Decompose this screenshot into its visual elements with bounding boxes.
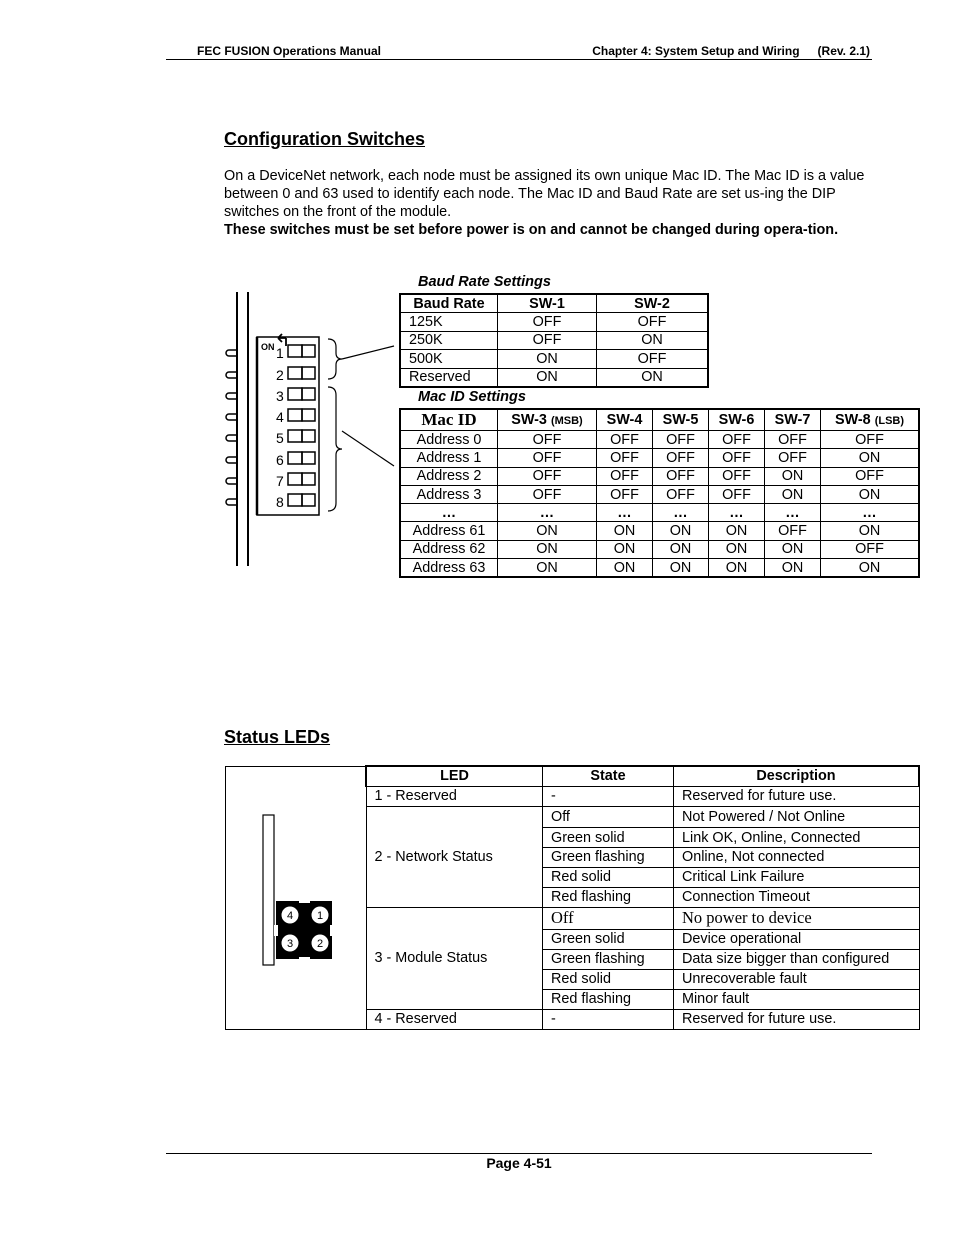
dip-number: 1 (276, 345, 284, 361)
table-cell: … (597, 504, 653, 522)
table-cell: OFF (597, 313, 709, 331)
table-cell: … (653, 504, 709, 522)
table-cell: OFF (709, 431, 765, 449)
table-cell: … (400, 504, 498, 522)
table-cell: OFF (597, 350, 709, 368)
table-cell: Address 2 (400, 467, 498, 485)
table-header (498, 409, 597, 431)
led-label: 2 (316, 937, 324, 950)
table-cell: ON (821, 522, 920, 540)
table-cell: … (765, 504, 821, 522)
table-row (400, 350, 708, 368)
table-cell: ON (709, 559, 765, 578)
table-cell: ON (709, 522, 765, 540)
led-state: - (543, 1009, 674, 1029)
table-cell: OFF (709, 467, 765, 485)
dip-switch-diagram (220, 288, 405, 573)
table-cell: OFF (597, 485, 653, 503)
table-cell: OFF (498, 467, 597, 485)
table-cell: OFF (597, 431, 653, 449)
table-row (400, 522, 919, 540)
table-cell: OFF (765, 431, 821, 449)
table-cell: OFF (498, 431, 597, 449)
table-cell: … (821, 504, 920, 522)
baud-leader (342, 346, 394, 359)
manual-title: FEC FUSION Operations Manual (197, 44, 382, 58)
table-cell: OFF (821, 540, 920, 558)
header-label: SW-3 (511, 412, 547, 428)
table-cell: Address 61 (400, 522, 498, 540)
table-header: LED (366, 766, 543, 786)
led-name: 4 - Reserved (366, 1009, 543, 1029)
table-row (400, 331, 708, 349)
table-cell: ON (821, 449, 920, 467)
baud-caption: Baud Rate Settings (418, 274, 551, 290)
led-state: Green solid (543, 828, 674, 848)
table-header: SW-7 (765, 409, 821, 431)
led-description: Connection Timeout (674, 887, 920, 907)
table-cell: ON (498, 540, 597, 558)
led-description: Unrecoverable fault (674, 969, 920, 989)
table-cell: Address 0 (400, 431, 498, 449)
table-row (400, 540, 919, 558)
page-number: Page 4-51 (486, 1155, 552, 1171)
header-rule (166, 59, 872, 60)
led-state: Red solid (543, 969, 674, 989)
baud-brace (328, 339, 342, 379)
table-row (400, 559, 919, 578)
table-cell: 500K (400, 350, 498, 368)
mac-id-table (399, 408, 920, 578)
table-header (821, 409, 920, 431)
status-led-table (225, 765, 920, 1030)
table-cell: ON (765, 559, 821, 578)
table-cell: ON (498, 522, 597, 540)
footer-rule (166, 1153, 872, 1154)
table-cell: OFF (498, 449, 597, 467)
table-header: SW-6 (709, 409, 765, 431)
dip-number: 4 (276, 409, 284, 425)
led-description: Device operational (674, 930, 920, 950)
led-state: Red flashing (543, 989, 674, 1009)
table-cell: ON (597, 331, 709, 349)
led-state: Green flashing (543, 949, 674, 969)
table-row (400, 467, 919, 485)
table-header-row (400, 409, 919, 431)
led-state: - (543, 786, 674, 806)
mac-brace (328, 387, 342, 511)
led-description: Reserved for future use. (674, 1009, 920, 1029)
table-cell: ON (653, 540, 709, 558)
table-cell: ON (765, 485, 821, 503)
table-row (400, 485, 919, 503)
table-header: State (543, 766, 674, 786)
chapter-title (592, 44, 870, 58)
header-label: SW-8 (834, 412, 871, 428)
table-cell: OFF (498, 331, 597, 349)
table-cell: Address 1 (400, 449, 498, 467)
config-warning: These switches must be set before power is on and cannot be changed during opera-tion. (224, 222, 839, 238)
led-description: Link OK, Online, Connected (674, 828, 920, 848)
lsb-note: (LSB) (874, 415, 905, 427)
dip-number: 2 (276, 367, 284, 383)
led-label: 1 (316, 909, 324, 922)
led-name: 1 - Reserved (366, 786, 543, 806)
dip-number: 5 (276, 430, 284, 446)
led-description: Reserved for future use. (674, 786, 920, 806)
led-state: Off (543, 806, 674, 827)
table-cell: OFF (597, 449, 653, 467)
table-header: Baud Rate (400, 294, 498, 313)
table-cell: OFF (498, 313, 597, 331)
msb-note: (MSB) (550, 415, 583, 427)
baud-rate-table (399, 293, 709, 388)
led-description: Not Powered / Not Online (674, 806, 920, 827)
status-heading: Status LEDs (224, 727, 331, 747)
table-cell: OFF (765, 449, 821, 467)
dip-number: 6 (276, 452, 284, 468)
led-description: Online, Not connected (674, 847, 920, 867)
dip-number: 3 (276, 388, 284, 404)
table-cell: ON (498, 368, 597, 387)
table-header: SW-5 (653, 409, 709, 431)
table-cell: OFF (709, 449, 765, 467)
led-description: No power to device (674, 907, 920, 929)
led-label: 3 (286, 937, 294, 950)
table-cell: OFF (498, 485, 597, 503)
table-cell: 250K (400, 331, 498, 349)
table-cell: … (498, 504, 597, 522)
table-cell: … (709, 504, 765, 522)
table-cell: ON (709, 540, 765, 558)
table-cell: Address 62 (400, 540, 498, 558)
table-cell: ON (597, 522, 653, 540)
led-description: Minor fault (674, 989, 920, 1009)
table-header: SW-4 (597, 409, 653, 431)
mac-leader (342, 431, 394, 466)
table-header-row (226, 766, 920, 786)
table-cell: ON (653, 522, 709, 540)
table-cell: OFF (653, 485, 709, 503)
dip-number: 8 (276, 494, 284, 510)
table-cell: OFF (821, 431, 920, 449)
table-cell: ON (498, 559, 597, 578)
led-description: Data size bigger than configured (674, 949, 920, 969)
config-text: On a DeviceNet network, each node must be assigned its own unique Mac ID. The Mac ID is a value between 0 and 63 used to identify each node. The Mac ID and Baud Rate are set us-ing the DIP switches on the front of the module. (224, 168, 865, 220)
table-row (400, 449, 919, 467)
chapter-label: Chapter 4: System Setup and Wiring (592, 44, 800, 58)
table-cell: ON (597, 540, 653, 558)
table-cell: Address 63 (400, 559, 498, 578)
table-cell: ON (765, 540, 821, 558)
led-state: Red flashing (543, 887, 674, 907)
table-row (400, 431, 919, 449)
table-cell: OFF (653, 449, 709, 467)
table-cell: OFF (821, 467, 920, 485)
led-name: 2 - Network Status (366, 806, 543, 907)
table-row (400, 368, 708, 387)
table-cell: ON (597, 559, 653, 578)
table-cell: ON (653, 559, 709, 578)
led-module-diagram (226, 767, 365, 1029)
table-row (400, 313, 708, 331)
led-state: Green solid (543, 930, 674, 950)
table-header: Mac ID (400, 409, 498, 431)
dip-on-label: ON (261, 342, 275, 352)
led-state: Off (543, 907, 674, 929)
table-header: SW-1 (498, 294, 597, 313)
led-name: 3 - Module Status (366, 907, 543, 1009)
led-state: Red solid (543, 867, 674, 887)
table-cell: ON (597, 368, 709, 387)
table-header-row (400, 294, 708, 313)
config-heading: Configuration Switches (224, 129, 426, 149)
config-paragraph (224, 167, 869, 239)
table-cell: 125K (400, 313, 498, 331)
led-image-cell (226, 766, 367, 1029)
table-cell: ON (498, 350, 597, 368)
table-cell: Address 3 (400, 485, 498, 503)
table-cell: ON (765, 467, 821, 485)
table-cell: OFF (653, 467, 709, 485)
table-cell: OFF (653, 431, 709, 449)
table-cell: ON (821, 559, 920, 578)
mac-caption: Mac ID Settings (418, 389, 526, 405)
led-state: Green flashing (543, 847, 674, 867)
table-cell: OFF (765, 522, 821, 540)
table-row (400, 504, 919, 522)
table-cell: OFF (709, 485, 765, 503)
revision-label: (Rev. 2.1) (817, 44, 870, 58)
table-cell: OFF (597, 467, 653, 485)
dip-number: 7 (276, 473, 284, 489)
table-cell: ON (821, 485, 920, 503)
table-cell: Reserved (400, 368, 498, 387)
table-header: Description (674, 766, 920, 786)
led-description: Critical Link Failure (674, 867, 920, 887)
table-header: SW-2 (597, 294, 709, 313)
led-label: 4 (286, 909, 294, 922)
